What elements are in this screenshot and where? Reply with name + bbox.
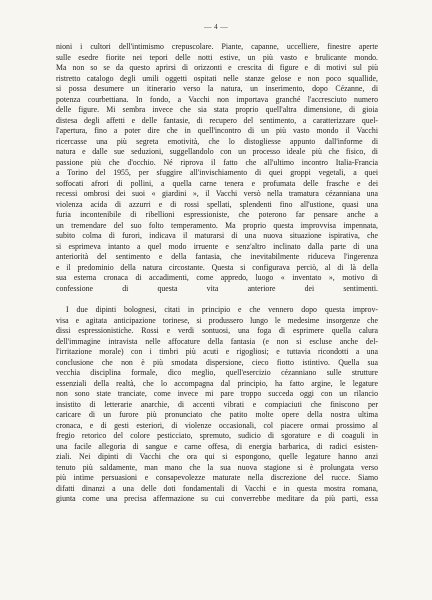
text-line: non sono state tranciate, come invece mi pare troppo succeda oggi con un rilancio: [56, 389, 378, 398]
text-line: insistito di letterarie anarchie, di accenti vibrati e compiaciuti che finiscono per: [56, 399, 378, 409]
text-line: un tremendare del suo folto temperamento. Ma proprio questa improvvisa impennata,: [56, 220, 378, 230]
text-line: essenziali della realtà, che lo accompagna dal principio, ha fatto argine, le legature: [56, 378, 378, 388]
text-line: tenuto più saldamente, man mano che la sua nuova stagione si è prolungata verso: [56, 462, 378, 472]
text-line: visa e agitata anticipazione torinese, si produssero lungo le medesime insorgenze che: [56, 315, 378, 325]
text-line: subito colma di furori, indicava il maturarsi di una nuova situazione ispirativa, che: [56, 231, 378, 240]
page-number: — 4 —: [204, 22, 228, 31]
text-line: natura e dalle sue seduzioni, suggellandolo con un processo ideale più che fisico, di: [56, 147, 378, 156]
text-line: fregio retorico del colore pesticciato, spremuto, sudicio di sgorature e di coaguli in: [56, 431, 378, 440]
body-text: [56, 42, 378, 505]
text-line: nioni i cultori dell'intimismo crepuscolare. Piante, capanne, uccelliere, finestre aperte: [56, 42, 378, 51]
text-line: potenza courbettiana. In fondo, a Vacchi non importava granché l'accresciuto numero: [56, 94, 378, 104]
text-line: distesa degli affetti e delle fantasie, di recupero del sentimento, a caratterizzare quel-: [56, 115, 378, 125]
text-line: dissi espressionistiche. Rossi e verdi sontuosi, una foga di esprimere quella calura: [56, 326, 378, 335]
text-line: dell'immagine intravista nelle affocature della fantasia (e non si escluse anche del-: [56, 336, 378, 346]
paragraph-1: [56, 42, 378, 294]
text-line: si possa desumere un itinerario verso la natura, un inserimento, dopo Cézanne, di: [56, 84, 378, 93]
text-line: confessione di questa vita anteriore dei sentimenti.: [56, 283, 378, 293]
text-line: delle figure. Mi sembra invece che sia stata proprio quell'altra dimensione, di gioia: [56, 105, 378, 114]
text-line: cronaca, e di gesti esteriori, di violenze occasionali, col piacere ormai prossimo al: [56, 420, 378, 430]
text-line: furia incontenibile di ribellioni espressioniste, che poterono far pensare anche a: [56, 210, 378, 219]
text-line: l'irritazione morale) con i timbri più acuti e rigogliosi; e tuttavia ricondotti a una: [56, 347, 378, 356]
text-line: I due dipinti bolognesi, citati in principio e che vennero dopo questa improv-: [66, 305, 378, 314]
text-line: anteriorità del sentimento e della fantasia, che inevitabilmente riduceva l'ingerenza: [56, 252, 378, 261]
text-line: giunta come una precisa affermazione su cui converrebbe meditare da più parti, essa: [56, 494, 378, 503]
text-line: sua esterna cronaca di accadimenti, come appredo, luogo « inventato », motivo di: [56, 273, 378, 282]
text-line: vecchia disciplina formale, dico meglio, quell'esercizio cézanniano sulle strutture: [56, 368, 378, 377]
text-line: si esprimeva intanto a quel modo irruente e senz'altro inclinato dalla parte di una: [56, 241, 378, 251]
text-line: recessi ombrosi dei suoi « giardini », il Vacchi versò nella tramatura cézanniana una: [56, 189, 378, 198]
text-line: e il predominio della natura circostante. Questa si configurava perciò, al di là della: [56, 262, 378, 272]
paragraph-gap: [56, 294, 378, 305]
text-line: una facile allegoria di sangue e carne offesa, di energia barbarica, di radici esisten-: [56, 441, 378, 451]
text-line: a Torino del 1955, per sfuggire all'invischiamento di quei groppi vegetali, a quei: [56, 168, 378, 177]
text-line: conclusione che non è più smodata dispersione, cieco fiotto istintivo. Quella sua: [56, 357, 378, 367]
text-line: difatti dinanzi a una delle doti fondamentali di Vacchi e in questa mostra romana,: [56, 483, 378, 493]
text-line: più intime persuasioni e consapevolezze maturate nella discrezione del rucce. Siamo: [56, 473, 378, 482]
text-line: soffocati afrori di pollini, a quella carne tenera e profumata delle frasche e dei: [56, 178, 378, 188]
text-line: violenza acida di azzurri e di rossi spellati, splendenti fino all'ustione, quasi una: [56, 199, 378, 209]
text-line: ristretto catalogo degli umili oggetti ospitati nelle stanze gelose e non poco squallide,: [56, 73, 378, 83]
text-line: l'apertura, fino a poter dire che in quell'incontro di un più vasto mondo il Vacchi: [56, 126, 378, 135]
text-line: ricercasse una più segreta emotività, che lo distogliesse appunto dall'informe di: [56, 136, 378, 146]
text-line: caricare di un furore più pronunciato che patito molte opere della nostra ultima: [56, 410, 378, 419]
text-line: sulle esedre fiorite nei tepori delle notti estive, un più vasto e brulicante mondo.: [56, 52, 378, 62]
text-line: ziali. Nei dipinti di Vacchi che ora qui si espongono, quelle legature hanno anzi: [56, 452, 378, 461]
text-line: passione più che d'occhio. Né riprova il fatto che all'ultimo incontro Italia-Francia: [56, 157, 378, 167]
paragraph-2: [56, 305, 378, 505]
text-line: Ma non so se da questo aprirsi di orizzonti e crescita di figure e di motivi sul più: [56, 63, 378, 72]
